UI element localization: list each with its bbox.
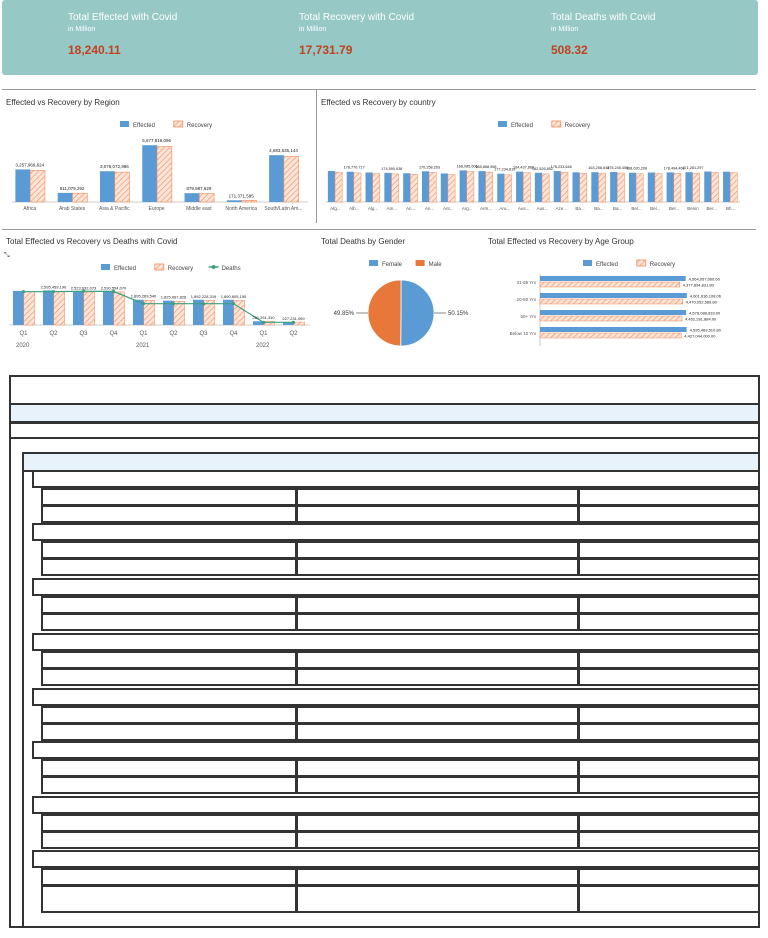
tick-label: Q1	[19, 331, 28, 337]
grid-cell	[41, 831, 297, 849]
bar-recovery	[540, 333, 681, 338]
grid-cell	[296, 706, 579, 724]
tick-label: Ba...	[575, 206, 585, 211]
data-label: 177,234,819	[494, 167, 516, 172]
grid-cell	[41, 541, 297, 559]
grid-cell	[578, 541, 760, 559]
tick-label: South/Latin Am...	[264, 206, 303, 212]
grid-cell	[578, 831, 760, 849]
grid-cell	[296, 558, 579, 576]
tick-label: 20-50 Yrs	[516, 297, 536, 302]
tick-label: Q3	[199, 331, 208, 337]
legend-label-effected: Effected	[133, 123, 155, 129]
grid-cell	[296, 814, 579, 832]
grid-group-row	[32, 633, 760, 651]
tick-label: Aus...	[536, 206, 549, 211]
data-label: 178,770,717	[343, 165, 365, 170]
grid-group-row	[32, 578, 760, 596]
chart-title-quarterly: Total Effected vs Recovery vs Deaths with Covid	[6, 237, 178, 246]
data-label: 4,564,057,060.60	[688, 276, 720, 282]
data-label: 164,437,868	[513, 165, 535, 170]
tick-label: Q4	[109, 331, 118, 337]
grid-cell	[578, 558, 760, 576]
data-label: 3,257,969,624	[15, 162, 45, 168]
grid-group-row	[32, 523, 760, 541]
tick-label: Am...	[386, 206, 398, 211]
grid-cell	[578, 814, 760, 832]
legend-label-recovery: Recovery	[649, 262, 676, 268]
year-label: 2022	[256, 343, 270, 349]
grid-group-row	[32, 741, 760, 759]
grid-cell	[41, 759, 297, 777]
tick-label: Q4	[229, 331, 238, 337]
data-label-male: 49.85%	[333, 311, 354, 317]
kpi-subtitle: in Million	[551, 26, 579, 33]
data-label: 3,076,072,986	[99, 164, 129, 170]
grid-cell	[296, 885, 579, 913]
tick-label: Q2	[169, 331, 178, 337]
data-label: 281,251,310	[252, 315, 275, 321]
grid-cell	[296, 868, 579, 886]
data-label: 4,470,052,589.80	[685, 299, 717, 305]
legend-swatch-recovery	[637, 260, 646, 266]
grid-cell	[578, 706, 760, 724]
bar-effected	[540, 276, 686, 281]
grid-cell	[578, 759, 760, 777]
grid-group-row	[32, 470, 760, 488]
data-label: 170,258,263	[418, 165, 441, 170]
data-label: 182,526,852	[531, 166, 553, 171]
data-label-female: 50.15%	[448, 311, 469, 317]
grid-cell	[578, 668, 760, 686]
legend-label-effected: Effected	[114, 266, 136, 272]
data-label: 171,281,297	[682, 166, 704, 171]
data-label: 1,895,269,540	[130, 293, 157, 299]
tick-label: Alg...	[367, 206, 379, 211]
grid-group-row	[32, 688, 760, 706]
grid-cell	[41, 558, 297, 576]
data-label: 171,371,595	[228, 193, 254, 199]
grid-cell	[578, 723, 760, 741]
grid-cell	[578, 613, 760, 631]
tick-label: Q1	[139, 331, 148, 337]
data-label: 227,231,099	[282, 315, 305, 321]
tick-label: Below 10 Yrs	[509, 331, 536, 336]
bar-recovery	[540, 282, 680, 287]
legend-label-male: Male	[428, 262, 442, 268]
kpi-title: Total Effected with Covid	[68, 12, 178, 23]
grid-cell	[41, 596, 297, 614]
grid-cell	[41, 651, 297, 669]
data-label: 163,258,648	[588, 166, 610, 171]
tick-label: An...	[424, 206, 435, 211]
tick-label: Afg...	[330, 206, 341, 211]
data-label: 165,868,958	[475, 165, 497, 170]
bar-effected	[540, 310, 686, 315]
grid-cell	[296, 613, 579, 631]
kpi-title: Total Recovery with Covid	[299, 12, 415, 23]
tick-label: Europe	[148, 206, 165, 212]
kpi-subtitle: in Million	[299, 26, 327, 33]
data-label: 2,523,632,073	[70, 285, 97, 291]
data-label: 174,590,638	[381, 166, 403, 171]
tick-label: Aze...	[555, 206, 567, 211]
data-label: 175,245,406	[607, 166, 629, 171]
grid-cell	[296, 651, 579, 669]
kpi-title: Total Deaths with Covid	[551, 12, 656, 23]
kpi-value: 18,240.11	[68, 43, 121, 57]
data-label: 4,427,044,000.00	[684, 333, 716, 339]
grid-cell	[296, 831, 579, 849]
grid-cell	[296, 541, 579, 559]
data-label: 4,595,469,510.80	[689, 327, 721, 333]
grid-group-row	[32, 796, 760, 814]
grid-cell	[578, 776, 760, 794]
year-label: 2021	[136, 343, 150, 349]
legend-swatch-effected	[583, 260, 592, 266]
grid-cell	[41, 868, 297, 886]
tick-label: Aru...	[499, 206, 511, 211]
bar-effected	[540, 293, 687, 298]
grid-cell	[41, 723, 297, 741]
chart-title-region: Effected vs Recovery by Region	[6, 98, 120, 107]
tick-label: Bel...	[669, 206, 680, 211]
grid-cell	[41, 613, 297, 631]
data-label: 4,377,894,831.80	[682, 282, 714, 288]
data-label: 168,620,208	[625, 166, 648, 171]
data-label: 1,890,605,195	[220, 293, 247, 299]
tick-label: 50+ Yrs	[520, 314, 536, 319]
grid-row	[9, 422, 760, 439]
tick-label: Alb...	[349, 206, 360, 211]
grid-cell	[296, 759, 579, 777]
tick-label: Arab States	[58, 206, 86, 212]
tick-label: Benin	[687, 206, 699, 211]
grid-cell	[578, 596, 760, 614]
legend-label-recovery: Recovery	[167, 266, 194, 272]
chart-age	[0, 0, 768, 370]
grid-cell	[578, 651, 760, 669]
grid-cell	[41, 488, 297, 506]
chart-title-age: Total Effected vs Recovery by Age Group	[488, 237, 634, 246]
drill-icon: ⤡	[4, 252, 10, 259]
bar-recovery	[540, 299, 683, 304]
tick-label: Bel...	[631, 206, 642, 211]
tick-label: Africa	[23, 206, 37, 212]
grid-cell	[578, 505, 760, 523]
tick-label: Aus...	[517, 206, 530, 211]
tick-label: Bh...	[725, 206, 736, 211]
tick-label: Arg...	[461, 206, 473, 211]
grid-cell	[296, 488, 579, 506]
tick-label: Arm...	[479, 206, 492, 211]
grid-cell	[296, 505, 579, 523]
legend-label-effected: Effected	[511, 123, 533, 129]
grid-cell	[296, 776, 579, 794]
grid-header-band	[9, 403, 760, 423]
data-label: 178,233,646	[550, 165, 572, 170]
bar-recovery	[540, 316, 682, 321]
data-label: 1,825,067,828	[160, 294, 187, 300]
grid-cell	[578, 868, 760, 886]
grid-cell	[296, 723, 579, 741]
data-label: 178,494,469	[663, 166, 685, 171]
grid-cell	[41, 814, 297, 832]
legend-label-recovery: Recovery	[564, 123, 591, 129]
kpi-subtitle: in Million	[68, 26, 96, 33]
year-label: 2020	[16, 343, 30, 349]
tick-label: 31-55 Yrs	[516, 280, 536, 285]
grid-cell	[41, 505, 297, 523]
kpi-value: 508.32	[551, 43, 588, 57]
legend-label-recovery: Recovery	[186, 123, 213, 129]
grid-cell	[41, 706, 297, 724]
grid-inner-header	[22, 452, 760, 472]
grid-group-row	[32, 850, 760, 868]
data-label: 2,530,554,070	[100, 285, 127, 291]
tick-label: Ba...	[594, 206, 604, 211]
tick-label: Q2	[49, 331, 58, 337]
data-label: 911,079,292	[59, 185, 85, 191]
tick-label: Q1	[259, 331, 268, 337]
chart-title-gender: Total Deaths by Gender	[321, 237, 406, 246]
tick-label: Bel...	[650, 206, 661, 211]
tick-label: Middle east	[186, 206, 212, 212]
tick-label: Ber...	[706, 206, 718, 211]
tick-label: Asia & Pacific	[99, 206, 130, 212]
tick-label: An...	[406, 206, 416, 211]
grid-cell	[296, 596, 579, 614]
data-label: 4,578,088,833.00	[689, 310, 721, 316]
grid-cell	[296, 668, 579, 686]
grid-cell	[41, 885, 297, 913]
legend-label-deaths: Deaths	[221, 266, 241, 272]
grid-cell	[41, 668, 297, 686]
bar-effected	[540, 327, 687, 332]
grid-cell	[578, 488, 760, 506]
tick-label: Q2	[289, 331, 298, 337]
legend-label-effected: Effected	[596, 262, 618, 268]
data-label: 4,452,281,884.00	[685, 316, 717, 322]
tick-label: Q3	[79, 331, 88, 337]
data-label: 4,601,636,108.06	[689, 293, 722, 299]
tick-label: Ant...	[443, 206, 454, 211]
grid-cell	[41, 776, 297, 794]
kpi-value: 17,731.79	[299, 43, 353, 57]
data-label: 4,683,535,144	[269, 148, 298, 154]
data-label: 2,595,459,190	[40, 284, 67, 290]
data-label: 168,085,606	[456, 164, 478, 169]
grid-cell	[578, 885, 760, 913]
data-label: 5,677,816,096	[142, 138, 172, 144]
tick-label: North America	[225, 206, 258, 212]
chart-title-country: Effected vs Recovery by country	[321, 98, 436, 107]
legend-label-female: Female	[382, 262, 403, 268]
data-label: 1,892,228,319	[190, 293, 217, 299]
data-label: 879,987,629	[186, 186, 212, 192]
tick-label: Ba...	[613, 206, 623, 211]
